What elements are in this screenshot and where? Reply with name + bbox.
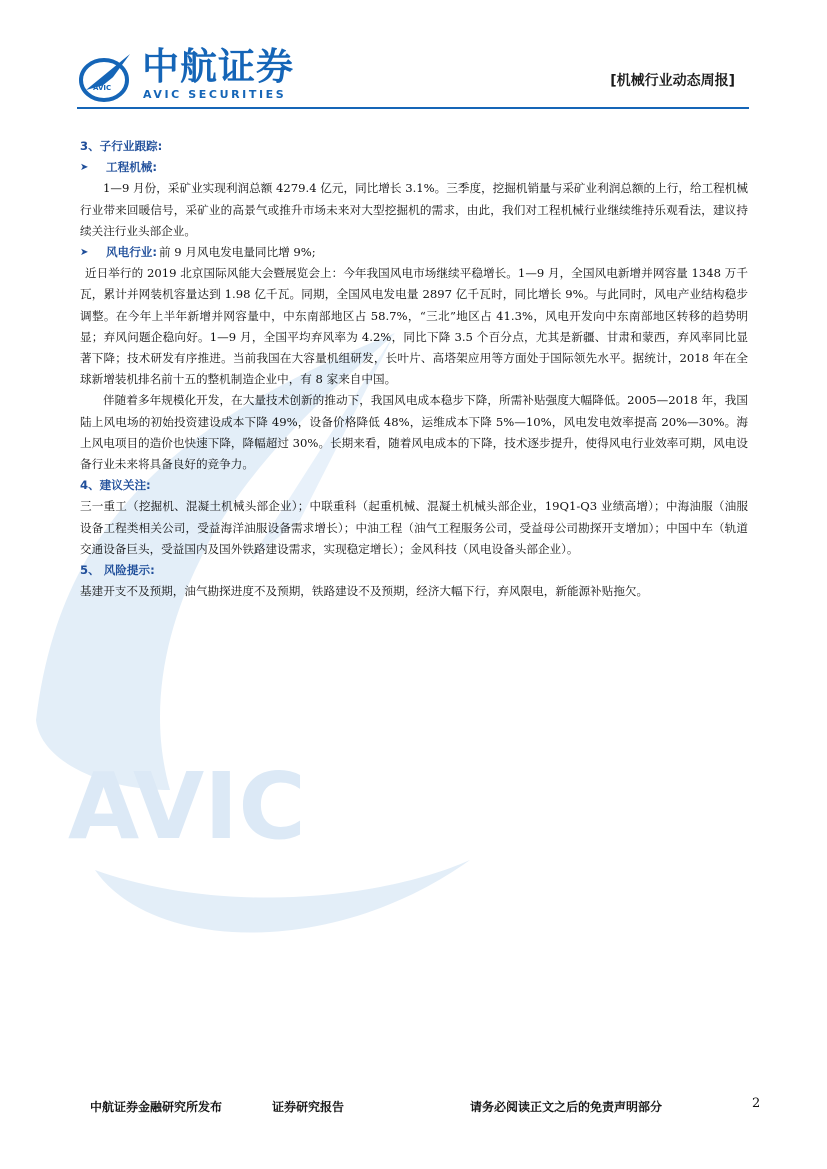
report-body (80, 136, 748, 602)
footer-publisher: 中航证券金融研究所发布 (90, 1100, 223, 1114)
company-name-cn: 中航证券 (142, 45, 294, 88)
section-5-title: 5、 风险提示: (80, 563, 155, 578)
page-header (0, 0, 827, 110)
watermark-text: AVIC (68, 753, 306, 860)
footer-doc-type: 证券研究报告 (272, 1100, 345, 1114)
paragraph-risks: 基建开支不及预期，油气勘探进度不及预期，铁路建设不及预期，经济大幅下行，弃风限电，新能源补贴拖欠。 (80, 584, 649, 599)
section-4-title: 4、建议关注: (80, 478, 151, 493)
subsection-title: 风电行业: (106, 245, 158, 260)
arrow-bullet-icon: ➤ (80, 247, 89, 259)
page-number: 2 (752, 1096, 761, 1111)
footer-disclaimer: 请务必阅读正文之后的免责声明部分 (470, 1100, 663, 1114)
subsection-title: 工程机械: (106, 160, 158, 175)
avic-logo-icon (78, 50, 134, 104)
header-divider (77, 107, 749, 109)
arrow-bullet-icon: ➤ (80, 162, 89, 174)
paragraph-wind-market: 近日举行的 2019 北京国际风能大会暨展览会上：今年我国风电市场继续平稳增长。1—9 月，全国风电新增并网容量 1348 万千瓦，累计并网装机容量达到 1.98 亿千瓦。同期，全国风电发电量 2897 亿千瓦时，同比增长 9%。与此同时，风电产业结构稳步调整。在今年上半年新增并网容量中，中东南部地区占 58.7%，“三北”地区占 41.3%，风电开发向中东南部地区转移的趋势明显；弃风问题企稳向好。1—9 月，全国平均弃风率为 4.2%，同比下降 3.5 个百分点，尤其是新疆、甘肃和蒙西，弃风率同比显著下降；技术研发有序推进。当前我国在大容量机组研发，长叶片、高塔架应用等方面处于国际领先水平。据统计，2018 年在全球新增装机排名前十五的整机制造企业中，有 8 家来自中国。 (80, 266, 748, 387)
report-type-label: [机械行业动态周报] (610, 73, 735, 89)
paragraph-wind-cost: 伴随着多年规模化开发，在大量技术创新的推动下，我国风电成本稳步下降，所需补贴强度大幅降低。2005—2018 年，我国陆上风电场的初始投资建设成本下降 49%，设备价格降低 48%，运维成本下降 5%—10%，风电发电效率提高 20%—30%。海上风电项目的造价也快速下降，降幅超过 30%。长期来看，随着风电成本的下降，技术逐步提升，使得风电行业效率可期，风电设备行业未来将具备良好的竞争力。 (80, 393, 748, 472)
company-name-en: AVIC SECURITIES (143, 88, 287, 101)
subsection-engineering-machinery (80, 157, 748, 178)
subsection-wind-power (80, 242, 748, 263)
section-3-title: 3、子行业跟踪: (80, 139, 163, 153)
svg-text:AVIC: AVIC (93, 84, 112, 92)
subsection-headline: 前 9 月风电发电量同比增 9%; (159, 245, 316, 260)
paragraph-recommendations: 三一重工（挖掘机、混凝土机械头部企业）；中联重科（起重机械、混凝土机械头部企业，19Q1-Q3 业绩高增）；中海油服（油服设备工程类相关公司，受益海洋油服设备需求增长）；中油工程（油气工程服务公司，受益母公司勘探开支增加）；中国中车（轨道交通设备巨头，受益国内及国外铁路建设需求，实现稳定增长）；金风科技（风电设备头部企业）。 (80, 499, 748, 556)
paragraph-engineering-machinery: 1—9 月份，采矿业实现利润总额 4279.4 亿元，同比增长 3.1%。三季度，挖掘机销量与采矿业利润总额的上行，给工程机械行业带来回暖信号，采矿业的高景气或推升市场未来对大型挖掘机的需求，由此，我们对工程机械行业继续维持乐观看法，建议持续关注行业头部企业。 (80, 181, 748, 238)
